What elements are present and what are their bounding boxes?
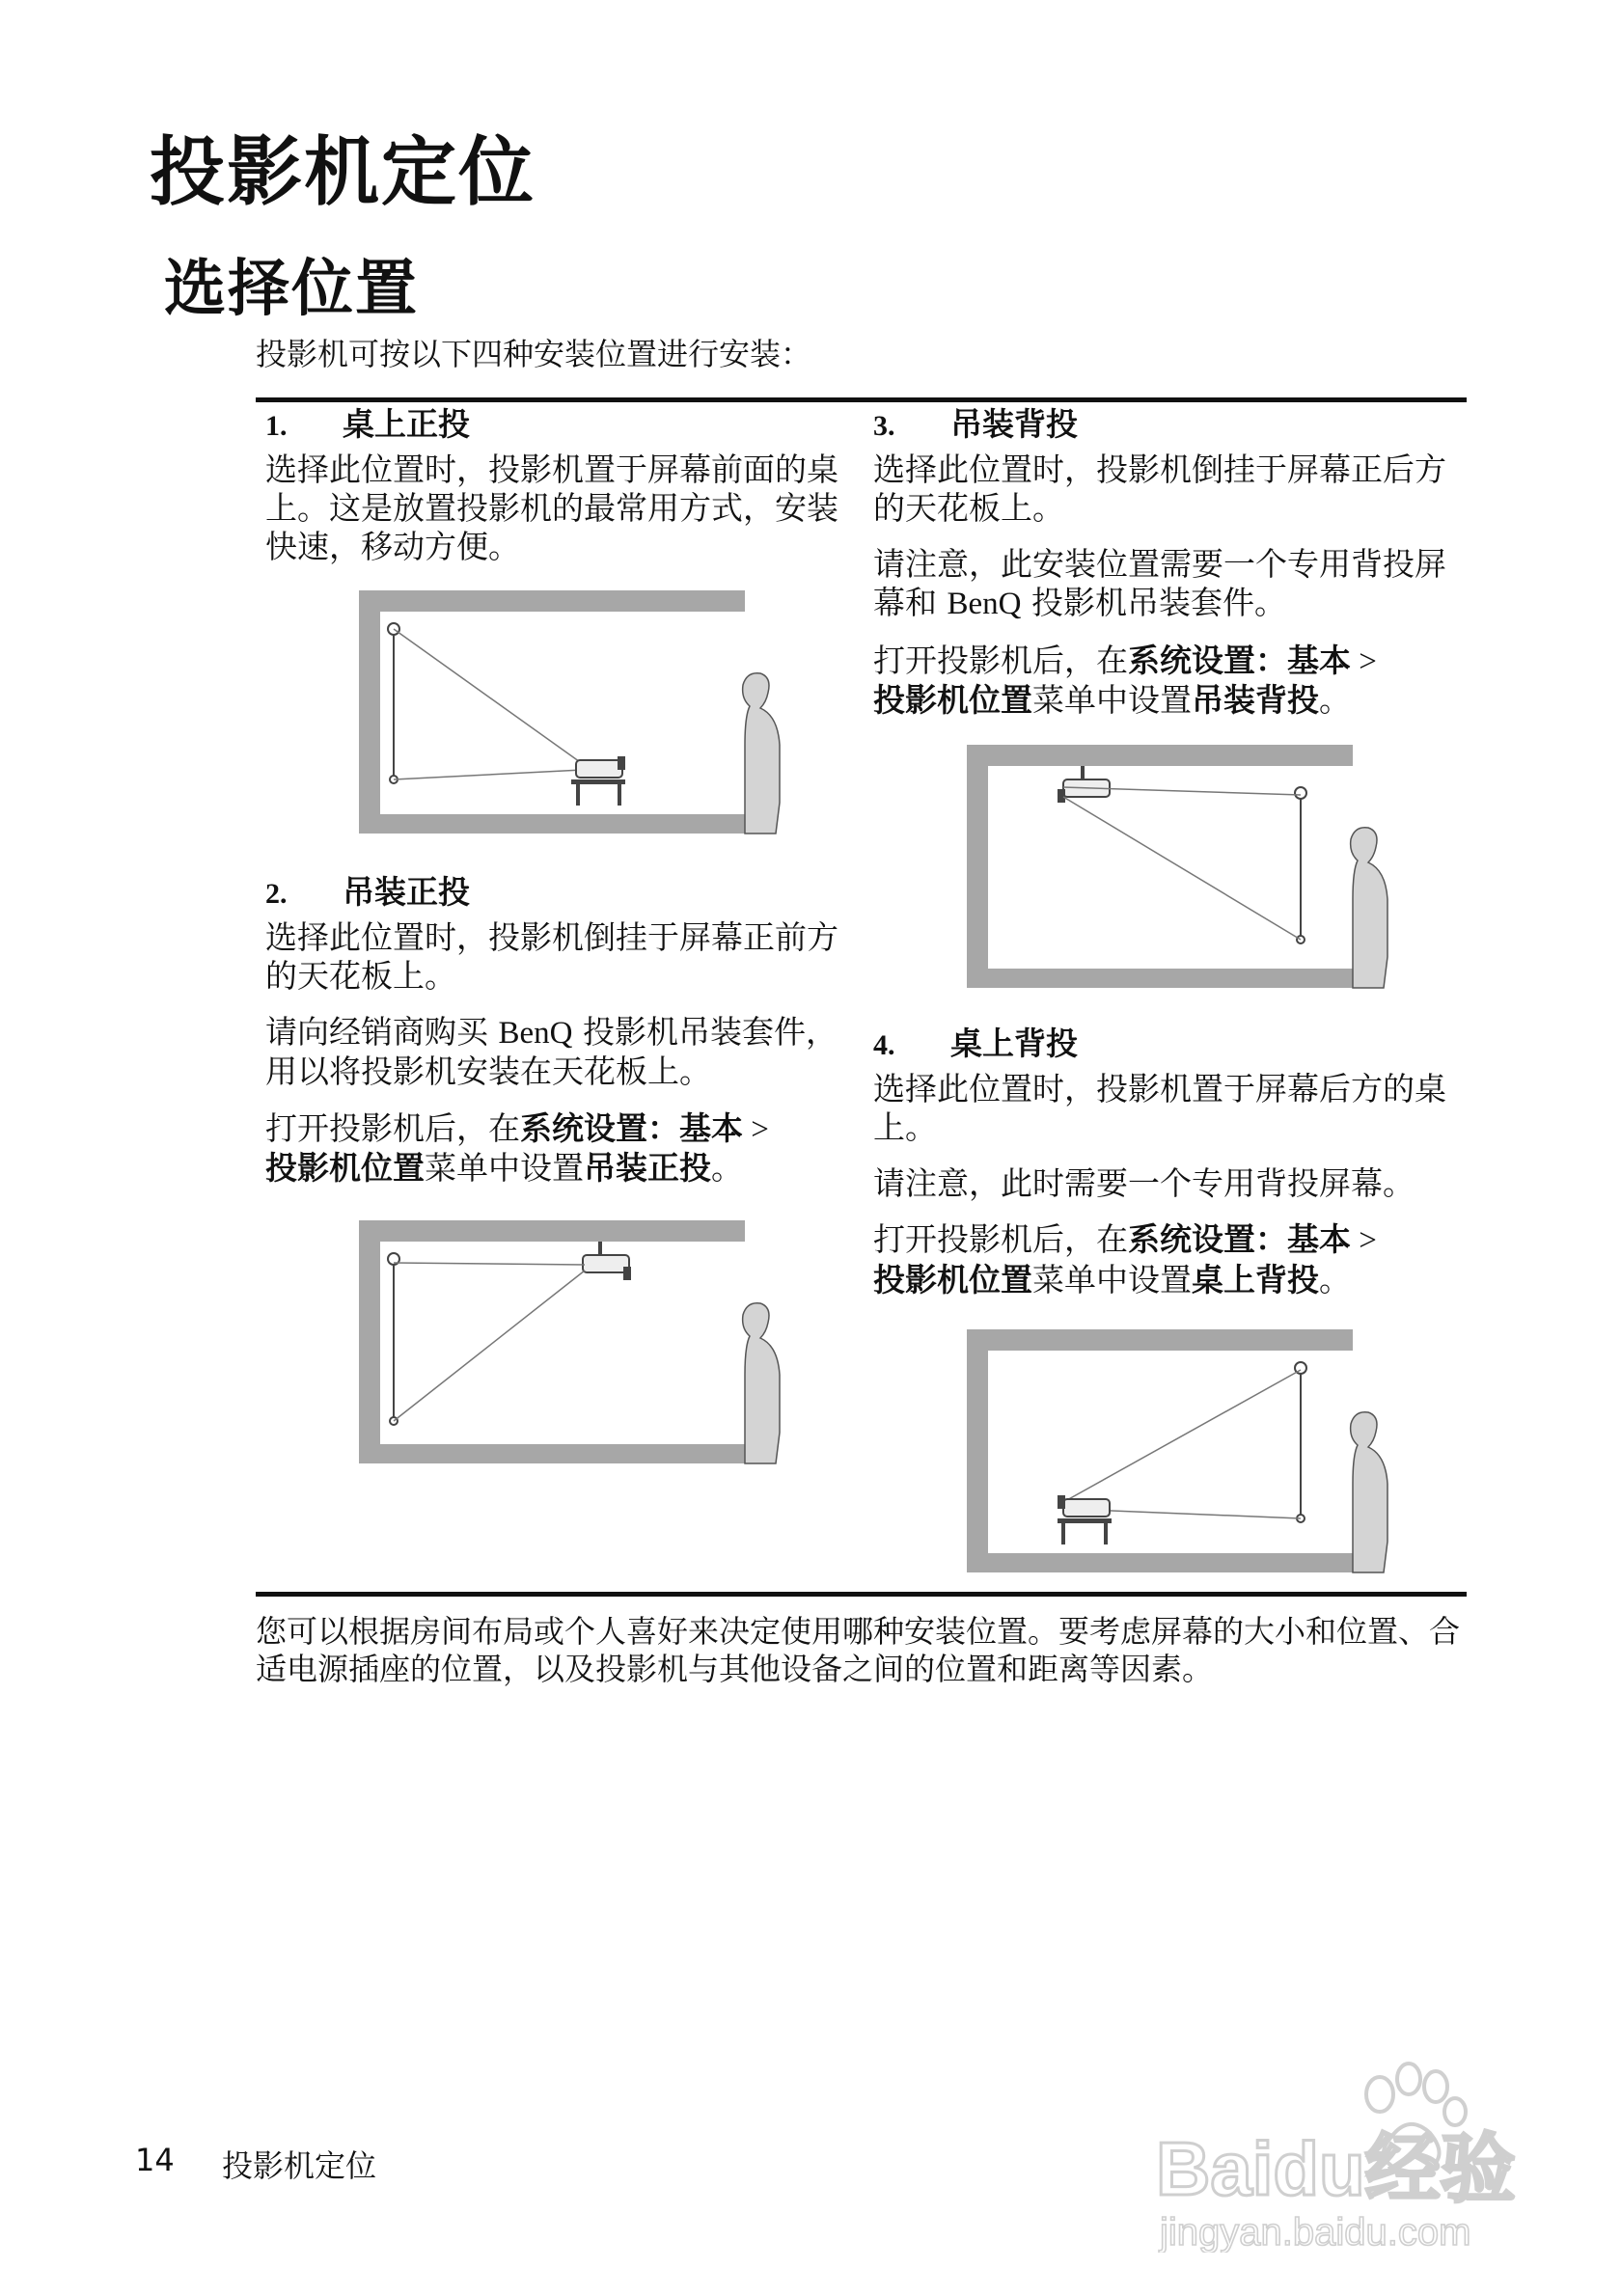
menu-path-system: 系统设置：基本 xyxy=(520,1108,743,1147)
option-menu-instruction: 打开投影机后，在系统设置：基本 > 投影机位置菜单中设置吊装正投。 xyxy=(265,1108,769,1187)
option-number: 2. xyxy=(265,878,288,910)
intro-text: 投影机可按以下四种安装位置进行安装： xyxy=(256,336,812,372)
menu-path-position: 投影机位置 xyxy=(873,680,1032,719)
option-4 xyxy=(873,1025,1452,1317)
menu-path-position: 投影机位置 xyxy=(265,1148,425,1187)
diagram-ceiling-front xyxy=(359,1220,783,1471)
option-title: 吊装背投 xyxy=(950,405,1078,443)
brand-name: BenQ xyxy=(498,1016,573,1052)
menu-setting: 吊装背投 xyxy=(1192,680,1319,719)
page-title: 投影机定位 xyxy=(150,129,536,216)
option-description: 选择此位置时，投影机倒挂于屏幕正前方的天花板上。 xyxy=(265,917,838,995)
option-note: 请向经销商购买 BenQ 投影机吊装套件，用以将投影机安装在天花板上。 xyxy=(265,1013,838,1091)
summary-text: 您可以根据房间布局或个人喜好来决定使用哪种安装位置。要考虑屏幕的大小和位置、合适电源插座的位置，以及投影机与其他设备之间的位置和距离等因素。 xyxy=(256,1613,1461,1688)
top-divider xyxy=(256,397,1467,402)
option-2 xyxy=(265,873,844,1205)
option-number: 1. xyxy=(265,410,288,442)
watermark-brand: Baidu经验 xyxy=(1156,2126,1516,2211)
section-title: 选择位置 xyxy=(164,254,419,325)
option-title: 桌上背投 xyxy=(950,1025,1078,1062)
diagram-ceiling-rear xyxy=(967,745,1391,996)
option-number: 3. xyxy=(873,410,895,442)
option-menu-instruction: 打开投影机后，在系统设置：基本 > 投影机位置菜单中设置吊装背投。 xyxy=(873,641,1377,719)
baidu-watermark-logo xyxy=(1148,2040,1553,2253)
diagram-desktop-front xyxy=(359,590,783,841)
menu-path-system: 系统设置：基本 xyxy=(1128,641,1351,679)
option-description: 选择此位置时，投影机置于屏幕前面的桌上。这是放置投影机的最常用方式，安装快速，移动方便。 xyxy=(265,450,838,566)
option-1 xyxy=(265,405,844,584)
menu-setting: 桌上背投 xyxy=(1192,1260,1319,1298)
option-3 xyxy=(873,405,1452,737)
watermark-url: jingyan.baidu.com xyxy=(1160,2211,1471,2253)
brand-name: BenQ xyxy=(947,587,1022,622)
option-description: 选择此位置时，投影机置于屏幕后方的桌上。 xyxy=(873,1069,1446,1146)
option-note: 请注意，此时需要一个专用背投屏幕。 xyxy=(873,1164,1415,1203)
option-menu-instruction: 打开投影机后，在系统设置：基本 > 投影机位置菜单中设置桌上背投。 xyxy=(873,1220,1377,1298)
option-note: 请注意，此安装位置需要一个专用背投屏幕和 BenQ 投影机吊装套件。 xyxy=(873,545,1446,622)
option-title: 吊装正投 xyxy=(343,873,470,911)
option-number: 4. xyxy=(873,1029,895,1061)
menu-path-system: 系统设置：基本 xyxy=(1128,1220,1351,1259)
option-description: 选择此位置时，投影机倒挂于屏幕正后方的天花板上。 xyxy=(873,450,1446,527)
bottom-divider xyxy=(256,1592,1467,1597)
diagram-desktop-rear xyxy=(967,1329,1391,1580)
option-title: 桌上正投 xyxy=(343,405,470,443)
page-number: 14 xyxy=(135,2142,175,2178)
menu-path-position: 投影机位置 xyxy=(873,1260,1032,1298)
page-footer-label: 投影机定位 xyxy=(222,2147,377,2184)
menu-setting: 吊装正投 xyxy=(584,1148,711,1187)
